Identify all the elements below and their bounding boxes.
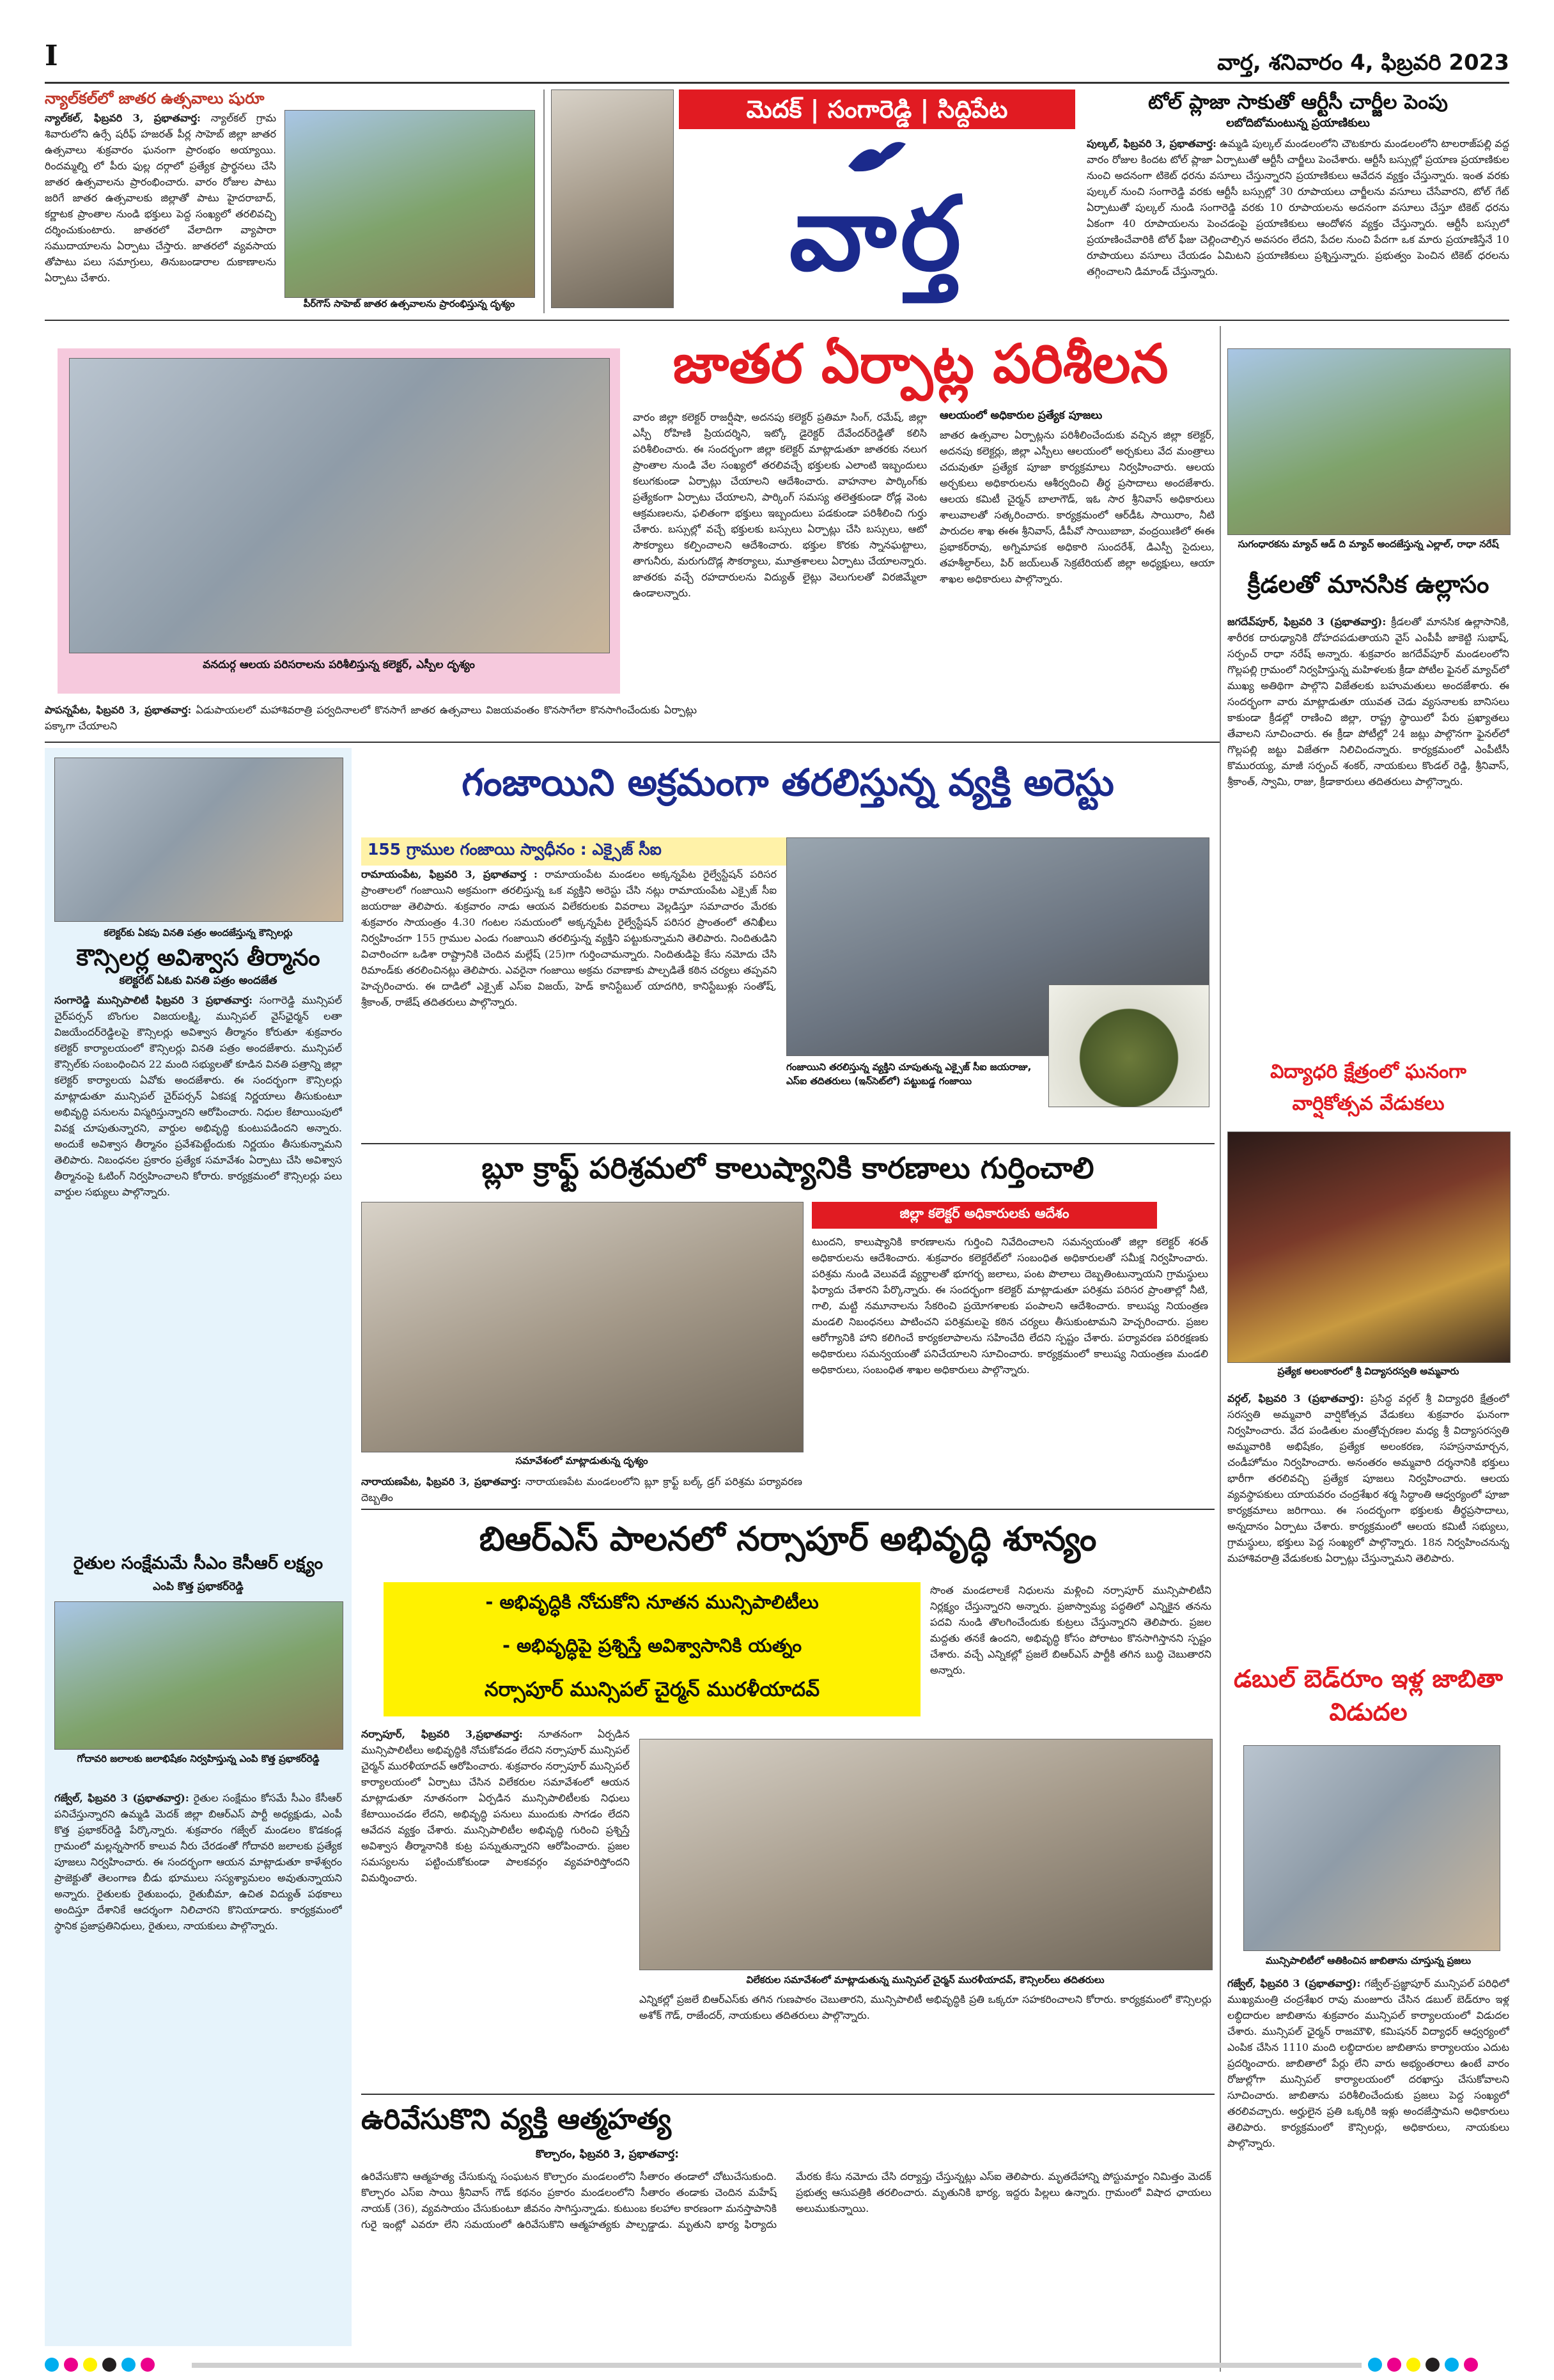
councillors-photo-caption: కలెక్టర్‌కు ఏకపు వినతి పత్రం అందజేస్తున్న కౌన్సిలర్లు [104,927,293,938]
toll-dateline: పుల్కల్, ఫిబ్రవరి 3, ప్రభాతవార్త: [1087,137,1216,150]
black-dot [1426,2358,1440,2372]
double-bedroom-photo-caption: మున్సిపాలిటీలో ఆతికించిన జాబితాను చూస్తున్న ప్రజలు [1265,1955,1472,1966]
yellow-dot [83,2358,97,2372]
vidyadhari-body [1227,1390,1509,1665]
bulk-drug-subhead: జిల్లా కలెక్టర్ అధికారులకు ఆదేశం [812,1202,1157,1229]
councillors-subhead: కలెక్టరేట్ ఏఓకు వినతి పత్రం అందజేత [119,974,277,987]
section-rule-5 [361,2094,1215,2095]
farmers-headline: రైతుల సంక్షేమమే సీఎం కెసీఆర్ లక్ష్యం [73,1553,323,1573]
councillors-photo [54,758,343,922]
nyalkal-body [45,110,276,302]
ganja-inset-photo [1048,984,1209,1107]
vidyadhari-photo-caption: ప్రత్యేక అలంకారంలో శ్రీ విద్యాసరస్వతి అమ్మవారు [1277,1365,1459,1377]
magenta-dot [1387,2358,1401,2372]
jathara-col3-head: ఆలయంలో అధికారుల ప్రత్యేక పూజలు [940,409,1103,422]
sports-photo [1227,348,1511,535]
ganja-headline: గంజాయిని అక్రమంగా తరలిస్తున్న వ్యక్తి అరెస్టు [462,761,1114,804]
narsapur-body-right: సొంత మండలాలకే నిధులను మళ్లించి నర్సాపూర్ మున్సిపాలిటీని నిర్లక్ష్యం చేస్తున్నారని అన్నారు. ప్రజాస్వామ్య పద్ధతిలో ఎన్నికైన తనను పదవి నుండి తొలగించేందుకు కుట్రలు చేస్తున్నారని తెలిపారు. ప్రజల మద్దతు తనకే ఉందని, అభివృద్ధి కోసం పోరాటం కొనసాగిస్తానని స్పష్టం చేశారు. వచ్చే ఎన్నికల్లో ప్రజలే బిఆర్ఎస్ పార్టీకి తగిన బుద్ధి చెబుతారని అన్నారు. [930,1584,1211,1676]
section-rule-2 [45,742,1220,743]
jathara-photo-caption: వనదుర్గ ఆలయ పరిసరాలను పరిశీలిస్తున్న కలెక్టర్, ఎస్పీల దృశ్యం [203,658,475,671]
jathara-photo [69,358,610,653]
masthead-region-band: మెదక్ | సంగారెడ్డి | సిద్దిపేట [679,89,1075,129]
magenta-dot [1464,2358,1478,2372]
cyan-dot [1368,2358,1382,2372]
ganja-body-text: రామాయంపేట మండలం అక్కన్నపేట రైల్వేస్టేషన్ పరిసర ప్రాంతాలలో గంజాయిని అక్రమంగా తరలిస్తున్న ఒక వ్యక్తిని అరెస్టు చేసి నట్లు రామాయంపేట ఎక్సైజ్ సీఐ జయరాజు తెలిపారు. శుక్రవారం నాడు ఆయన విలేకరులకు వివరాలు వెల్లడిస్తూ సమాచారం మేరకు శుక్రవారం సాయంత్రం 4.30 గంటల సమయంలో అక్కన్నపేట రైల్వేస్టేషన్ పరిసర ప్రాంతంలో తనిఖీలు నిర్వహించగా 155 గ్రాముల ఎండు గంజాయిని తరలిస్తున్న వ్యక్తిని పట్టుకున్నామని తెలిపారు. నిందితుడిని విచారించగా ఒడిశా రాష్ట్రానికి చెందిన మల్లేష్ (25)గా గుర్తించామన్నారు. నిందితుడిపై కేసు నమోదు చేసి రిమాండ్‌కు తరలించినట్లు తెలిపారు. ఎవరైనా గంజాయి అక్రమ రవాణాకు పాల్పడితే కఠిన చర్యలు తప్పవని హెచ్చరించారు. ఈ దాడిలో ఎక్సైజ్ ఎస్ఐ విజయ్, హెడ్ కానిస్టేబుల్ యాదగిరి, కానిస్టేబుళ్లు సంతోష్, శ్రీకాంత్, రాజేష్ తదితరులు పాల్గొన్నారు. [361,868,777,1008]
councillors-headline: కౌన్సిలర్ల అవిశ్వాస తీర్మానం [76,945,320,971]
narsapur-photo-caption: విలేకరుల సమావేశంలో మాట్లాడుతున్న మున్సిపల్ చైర్మన్ మురళీయాదవ్, కౌన్సిలర్‌లు తదితరులు [746,1974,1105,1986]
nyalkal-photo [284,110,535,298]
narsapur-body-left [361,1726,630,2084]
col-divider-right [1220,326,1221,2372]
masthead-building-photo [551,89,674,308]
narsapur-photo [639,1739,1213,1970]
jathara-lead [45,702,697,737]
bulk-drug-body: టుందని, కాలుష్యానికి కారణాలను గుర్తించి నివేదించాలని సమన్వయంతో జిల్లా కలెక్టర్ శరత్ అధికారులను ఆదేశించారు. శుక్రవారం కలెక్టరేట్‌లో సంబంధిత అధికారులతో సమీక్ష నిర్వహించారు. పరిశ్రమ నుండి వెలువడే వ్యర్థాలతో భూగర్భ జలాలు, పంట పొలాలు దెబ్బతింటున్నాయని గ్రామస్థులు ఫిర్యాదు చేశారని పేర్కొన్నారు. ఈ సందర్భంగా కలెక్టర్ మాట్లాడుతూ పరిశ్రమ పరిసర ప్రాంతాల్లో నీటి, గాలి, మట్టి నమూనాలను సేకరించి ప్రయోగశాలకు పంపాలని ఆదేశించారు. కాలుష్య నియంత్రణ మండలి నిబంధనలు పాటించని పరిశ్రమలపై కఠిన చర్యలు తీసుకుంటామని హెచ్చరించారు. ప్రజల ఆరోగ్యానికి హాని కలిగించే కార్యకలాపాలను సహించేది లేదని స్పష్టం చేశారు. పర్యావరణ పరిరక్షణకు అధికారులు సమన్వయంతో పనిచేయాలని సూచించారు. కార్యక్రమంలో కాలుష్య నియంత్రణ మండలి అధికారులు, సంబంధిత శాఖల అధికారులు పాల్గొన్నారు. [812,1236,1208,1376]
registration-marks-right [1368,2358,1483,2374]
vidyadhari-dateline: వర్గల్, ఫిబ్రవరి 3 (ప్రభాతవార్త): [1227,1392,1364,1404]
double-bedroom-body [1227,1975,1509,2333]
suicide-body: ఉరివేసుకొని ఆత్మహత్య చేసుకున్న సంఘటన కొల్చారం మండలంలోని సీతారం తండాలో చోటుచేసుకుంది. కొల్చారం ఎస్ఐ సాయి శ్రీనివాస్ గౌడ్ కథనం ప్రకారం మండలంలోని సీతారం తండాకు చెందిన మహేష్ నాయక్ (36), వ్యవసాయం చేసుకుంటూ జీవనం సాగిస్తున్నాడు. కుటుంబ కలహాల కారణంగా మనస్తాపానికి గురై ఇంట్లో ఎవరూ లేని సమయంలో ఉరివేసుకొని ఆత్మహత్యకు పాల్పడ్డాడు. మృతుని భార్య ఫిర్యాదు మేరకు కేసు నమోదు చేసి దర్యాప్తు చేస్తున్నట్లు ఎస్ఐ తెలిపారు. మృతదేహాన్ని పోస్టుమార్టం నిమిత్తం మెదక్ ప్రభుత్వ ఆసుపత్రికి తరలించారు. మృతునికి భార్య, ఇద్దరు పిల్లలు ఉన్నారు. గ్రామంలో విషాద ఛాయలు అలుముకున్నాయి. [361,2170,1211,2230]
toll-body-text: ఉమ్మడి పుల్కల్ మండలంలోని చౌటకూరు మండలంలోని టాలరాజ్‌పల్లి వద్ద వారం రోజుల కిందట టోల్ ప్లాజా ఏర్పాటుతో ఆర్టీసీ చార్జీలు పెంచేశారు. ఆర్టీసీ బస్సుల్లో ప్రయాణ ప్రయాణికుల నుంచి అదనంగా టికెట్ ధరను వసూలు చేస్తున్నారని ప్రయాణికులు ఆవేదన వ్యక్తం చేస్తున్నారు. ఇంత వరకు పుల్కల్ నుంచి సంగారెడ్డి వరకు ఆర్టీసీ బస్సుల్లో 30 రూపాయలు చార్జీలను వసూలు చేసేవారని, టోల్ గేట్ ఏర్పాటుతో పుల్కల్ నుండి సంగారెడ్డి వరకు 10 రూపాయలను అదనంగా వసూలు చేస్తూ టికెట్ ధరను ఏకంగా 40 రూపాయలను పెంచడంపై ప్రయాణికులు ఆందోళన వ్యక్తం చేస్తున్నారు. ఆర్టీసీ బస్సులో ప్రయాణించేవారికి టోల్ ఫీజు చెల్లించాల్సిన అవసరం లేదని, పేదల నుంచి పేదగా ఒక మారు ప్రయాణిస్తేనే 10 రూపాయలు వసూలు చేయడం ఏమిటని ప్రయాణికులు ప్రశ్నిస్తున్నారు. ప్రభుత్వం పెంచిన టికెట్ ధరలను తగ్గించాలని డిమాండ్ చేస్తున్నారు. [1087,137,1509,277]
vidyadhari-body-text: ప్రసిద్ధ వర్గల్ శ్రీ విద్యాధరి క్షేత్రంలో సరస్వతి అమ్మవారి వార్షికోత్సవ వేడుకలు శుక్రవారం ఘనంగా నిర్వహించారు. వేద పండితుల మంత్రోచ్చరణల మధ్య శ్రీ విద్యాసరస్వతి అమ్మవారికి అభిషేకం, ప్రత్యేక అలంకరణ, సహస్రనామార్చన, చండీహోమం నిర్వహించారు. అనంతరం అమ్మవారి దర్శనానికి భక్తులు భారీగా తరలివచ్చి ప్రత్యేక పూజలు నిర్వహించారు. ఆలయ వ్యవస్థాపకులు యాయవరం చంద్రశేఖర శర్మ సిద్ధాంతి ఆధ్వర్యంలో పూజా కార్యక్రమాలు జరిగాయి. ఈ సందర్భంగా భక్తులకు తీర్థప్రసాదాలు, అన్నదానం ఏర్పాటు చేశారు. కార్యక్రమంలో ఆలయ కమిటీ సభ్యులు, గ్రామస్థులు, భక్తులు పెద్ద సంఖ్యలో పాల్గొన్నారు. 18న నిర్వహించనున్న మహాశివరాత్రి వేడుకలకు ఏర్పాట్లు చేస్తున్నామని తెలిపారు. [1227,1392,1509,1564]
section-rule-1 [45,320,1509,321]
farmers-subhead: ఎంపి కొత్త ప్రభాకర్‌రెడ్డి [153,1580,244,1593]
col-divider [543,89,545,313]
double-bedroom-body-text: గజ్వేల్-ప్రజ్ఞాపూర్ మున్సిపల్ పరిధిలో ముఖ్యమంత్రి చంద్రశేఖర రావు మంజూరు చేసిన డబుల్ బెడ్‌రూం ఇళ్ల లబ్ధిదారుల జాబితాను శుక్రవారం మున్సిపల్ కార్యాలయంలో విడుదల చేశారు. మున్సిపల్ ఛైర్మన్ రాజమౌళి, కమిషనర్ విద్యాధర్ ఆధ్వర్యంలో ఎంపిక చేసిన 1110 మంది లబ్ధిదారుల జాబితాను కార్యాలయం ఎదుట ప్రదర్శించారు. జాబితాలో పేర్లు లేని వారు అభ్యంతరాలు ఉంటే వారం రోజుల్లోగా మున్సిపల్ కార్యాలయంలో దరఖాస్తు చేసుకోవాలని సూచించారు. జాబితాను పరిశీలించేందుకు ప్రజలు పెద్ద సంఖ్యలో తరలివచ్చారు. అర్హులైన ప్రతి ఒక్కరికి ఇళ్లు అందజేస్తామని అధికారులు తెలిపారు. కార్యక్రమంలో కౌన్సిలర్లు, అధికారులు, నాయకులు పాల్గొన్నారు. [1227,1977,1509,2149]
nyalkal-photo-caption: పీర్‌గౌస్ సాహెబ్ జాతర ఉత్సవాలను ప్రారంభిస్తున్న దృశ్యం [303,298,515,309]
bulk-drug-lead [361,1474,802,1509]
narsapur-body-left-text: నూతనంగా ఏర్పడిన మున్సిపాలిటీలు అభివృద్ధికి నోచుకోవడం లేదని నర్సాపూర్ మున్సిపల్ చైర్మన్ మురళీయాదవ్ ఆరోపించారు. శుక్రవారం నర్సాపూర్ మున్సిపల్ కార్యాలయంలో ఏర్పాటు చేసిన విలేకరుల సమావేశంలో ఆయన మాట్లాడుతూ నూతనంగా ఏర్పడిన మున్సిపాలిటీలకు నిధులు కేటాయించడం లేదని, అభివృద్ధి పనులు ముందుకు సాగడం లేదని ఆవేదన వ్యక్తం చేశారు. మున్సిపాలిటీల అభివృద్ధి గురించి ప్రశ్నిస్తే అవిశ్వాస తీర్మానానికి కుట్ర పన్నుతున్నారని ఆరోపించారు. ప్రజల సమస్యలను పట్టించుకోకుండా పాలకవర్గం వ్యవహరిస్తోందని విమర్శించారు. [361,1728,630,1884]
cyan-dot [121,2358,136,2372]
jathara-body-mid: వారం జిల్లా కలెక్టర్ రాజర్షీషా, అదనపు కలెక్టర్ ప్రతిమా సింగ్, రమేష్, జిల్లా ఎస్పీ రోహిణి ప్రియదర్శిని, ఇట్కో డైరెక్టర్ దేవేందర్‌రెడ్డితో కలిసి పరిశీలించారు. ఈ సందర్భంగా జిల్లా కలెక్టర్ మాట్లాడుతూ జాతరకు నలుగ ప్రాంతాల నుండి వేల సంఖ్యలో తరలివచ్చే భక్తులకు ఎలాంటి ఇబ్బందులు కలుగకుండా ఏర్పాట్లు చేయాలని ఆదేశించారు. వాహనాల పార్కింగ్‌కు ప్రత్యేకంగా ఏర్పాటు చేయాలని, పార్కింగ్ సమస్య తలెత్తకుండా రోడ్ల వెంట ఆక్రమణలను, ఫలితంగా భక్తులు ఇబ్బందులు పడకుండా పరిశీలించి గుర్తు చేశారు. బస్సుల్లో వచ్చే భక్తులకు బస్సులు ఏర్పాట్లు చేసి బస్సులు, ఆటో సౌకర్యాలు కల్పించాలని ఆదేశించారు. భక్తుల కొరకు స్నానఘట్టాలు, తాగునీరు, మరుగుదొడ్ల సౌకర్యాలు, మూత్రశాలలు ఏర్పాటు చేయాలన్నారు. జాతరకు వచ్చే రహదారులను విద్యుత్ లైట్లు వెలుగులతో విరజిమ్మేలా ఉండాలన్నారు. [633,411,927,599]
sports-photo-caption: సుగంధారకను మ్యాచ్ ఆడ్ ది మ్యాచ్ అందజేస్తున్న ఎల్లాల్, రాధా నరేష్ [1238,538,1499,550]
farmers-dateline: గజ్వేల్, ఫిబ్రవరి 3 (ప్రభాతవార్త): [54,1792,189,1804]
magenta-dot [141,2358,155,2372]
jathara-headline: జాతర ఏర్పాట్ల పరిశీలన [672,332,1169,395]
bulk-drug-photo-caption: సమావేశంలో మాట్లాడుతున్న దృశ్యం [515,1455,648,1466]
cyan-dot [1445,2358,1459,2372]
nyalkal-body-text: న్యాల్‌కల్ గ్రామ శివారులోని ఉర్సే షరీఫ్ హజరత్ పీర్ల సాహెబ్ జిల్లా జాతర ఉత్సవాలు శుక్రవారం ఘనంగా ప్రారంభం అయ్యాయి. రిందమ్మల్ని లో పీరు ఫుల్ల దర్గాలో ప్రత్యేక ప్రార్థనలు చేసి జాతర ఉత్సవాలను ప్రారంభించారు. వారం రోజుల పాటు జరిగే జాతర ఉత్సవాలకు జిల్లాతో పాటు హైదరాబాద్, కర్ణాటక ప్రాంతాల నుండి భక్తులు పెద్ద సంఖ్యలో తరలివచ్చి దర్శించుకుంటారు. జాతరలో వేలాదిగా వ్యాపారా సముదాయాలను ఏర్పాటు చేస్తారు. జాతరలో వ్యవసాయ తోపాటు పలు సమాగ్రులు, తినుబండారాల దుకాణాలను ఏర్పాటు చేశారు. [45,112,276,284]
toll-body [1087,136,1509,306]
narsapur-headline: బిఆర్ఎస్ పాలనలో నర్సాపూర్ అభివృద్ధి శూన్యం [479,1520,1097,1559]
cyan-dot [45,2358,59,2372]
ganja-photo-caption: గంజాయిని తరలిస్తున్న వ్యక్తిని చూపుతున్న ఎక్సైజ్ సీఐ జయరాజు, ఎస్ఐ తదితరులు (ఇన్‌సెట్‌లో) పట్టుబడ్డ గంజాయి [786,1061,1032,1087]
jathara-lead-text: ఏడుపాయలలో మహాశివరాత్రి పర్వదినాలలో కొనసాగే జాతర ఉత్సవాలు విజయవంతం కొనసాగేలా కొనసాగించేందుకు ఏర్పాట్లు పక్కాగా చేయాలని [45,704,697,732]
narsapur-bullet-1: - అభివృద్ధికి నోచుకోని నూతన మున్సిపాలిటీలు [485,1591,819,1613]
page-number: I [45,40,58,72]
vidyadhari-headline: విద్యాధరి క్షేత్రంలో ఘనంగా వార్షికోత్సవ వేడుకలు [1270,1061,1466,1115]
masthead-logo-text: వార్త [789,174,965,293]
double-bedroom-photo [1243,1745,1500,1951]
sports-body [1227,614,1509,1055]
section-rule-3 [361,1143,1215,1144]
narsapur-bullet-box [384,1582,921,1716]
jathara-body-right: జాతర ఉత్సవాల ఏర్పాట్లను పరిశీలించేందుకు వచ్చిన జిల్లా కలెక్టర్, అదనపు కలెక్టర్లు, జిల్లా ఎస్పీలు ఆలయంలో అర్చకులు వేద మంత్రాలు చదువుతూ ప్రత్యేక పూజా కార్యక్రమాలు నిర్వహించారు. ఆలయ అర్చకులు అధికారులను ఆశీర్వదించి తీర్థ ప్రసాదాలు అందజేశారు. ఆలయ కమిటీ చైర్మన్ బాలాగౌడ్, ఇఓ సార శ్రీనివాస్ అధికారులు శాలువాలతో సత్కరించారు. కార్యక్రమంలో ఆర్‌డీఓ సాయిరాం, నీటి పారుదల శాఖ ఈఈ శ్రీనివాస్, డీపీవో సాయిబాబా, వంద్రయిణిలో ఈఈ ప్రభాకర్‌రావు, అగ్నిమాపక అధికారి సుందరేశ్, డిఎస్పీ సైదులు, తహశీల్దార్‌లు, పిర్ జయ్‌లుత్ సెక్రటేరియట్ జిల్లా అధ్యక్షులు, ఆయా శాఖల అధికారులు పాల్గొన్నారు. [940,429,1215,585]
toll-headline: టోల్ ప్లాజా సాకుతో ఆర్టీసీ చార్జీల పెంపు [1148,91,1448,114]
narsapur-body-bottom: ఎన్నికల్లో ప్రజలే బిఆర్ఎస్‌కు తగిన గుణపాఠం చెబుతారని, మున్సిపాలిటీ అభివృద్ధికి ప్రతి ఒక్కరూ సహకరించాలని కోరారు. కార్యక్రమంలో కౌన్సిలర్లు అశోక్ గౌడ్, రాజేందర్, నాయకులు తదితరులు పాల్గొన్నారు. [639,1993,1211,2021]
magenta-dot [64,2358,78,2372]
ganja-subhead: 155 గ్రాముల గంజాయి స్వాధీనం : ఎక్సైజ్ సీఐ [361,837,789,866]
councillors-body [54,992,342,1545]
bottom-bar [192,2363,1362,2368]
bulk-drug-lead-text: నారాయణపేట మండలంలోని బ్లూ క్రాఫ్ట్ బల్క్ డ్రగ్ పరిశ్రమ పర్యావరణ దెబ్బతిం [361,1475,802,1504]
sports-headline: క్రీడలతో మానసిక ఉల్లాసం [1247,570,1489,598]
suicide-headline: ఉరివేసుకొని వ్యక్తి ఆత్మహత్య [361,2103,672,2136]
sports-dateline: జగదేవ్‌పూర్, ఫిబ్రవరి 3 (ప్రభాతవార్త): [1227,616,1387,628]
narsapur-dateline: నర్సాపూర్, ఫిబ్రవరి 3,ప్రభాతవార్త: [361,1728,523,1740]
sports-body-text: క్రీడలతో మానసిక ఉల్లాసానికి, శారీరక దారుఢ్యానికి దోహదపడుతాయని వైస్ ఎంపీపీ జాకెట్టి సుభాష్, సర్పంచ్ రాధా నరేష్ అన్నారు. శుక్రవారం జగదేవ్‌పూర్ మండలంలోని గొల్లపల్లి గ్రామంలో నిర్వహిస్తున్న మహిళలకు క్రీడా పోటీల ఫైనల్ మ్యాచ్‌లో ముఖ్య అతిథిగా పాల్గొని విజేతలకు బహుమతులు అందజేశారు. ఈ సందర్భంగా వారు మాట్లాడుతూ యువత చెడు వ్యసనాలకు బానిసలు కాకుండా క్రీడల్లో రాణించి జిల్లా, రాష్ట్ర స్థాయిలో పేరు ప్రఖ్యాతలు తేవాలని సూచించారు. ఈ క్రీడా పోటీల్లో 24 జట్లు పాల్గొనగా ఫైనల్‌లో గొల్లపల్లి జట్టు విజేతగా నిలిచిందన్నారు. కార్యక్రమంలో ఎంపీటీసీ కొమురయ్య, మాజీ సర్పంచ్ శంకర్, నాయకులు కొండల్ రెడ్డి, శ్రీనివాస్, శ్రీకాంత్, స్వామి, రాజు, క్రీడాకారులు తదితరులు పాల్గొన్నారు. [1227,616,1509,788]
double-bedroom-dateline: గజ్వేల్, ఫిబ్రవరి 3 (ప్రభాతవార్త): [1227,1977,1361,1989]
farmers-photo-caption: గోదావరి జలాలకు జలాభిషేకం నిర్వహిస్తున్న ఎంపి కొత్త ప్రభాకర్‌రెడ్డి [77,1753,320,1764]
masthead-logo [679,132,1075,307]
farmers-body-text: రైతుల సంక్షేమం కోసమే సీఎం కేసీఆర్ పనిచేస్తున్నారని ఉమ్మడి మెదక్ జిల్లా బిఆర్ఎస్ పార్టీ అధ్యక్షుడు, ఎంపీ కొత్త ప్రభాకర్‌రెడ్డి పేర్కొన్నారు. శుక్రవారం గజ్వేల్ మండలం కొడకండ్ల గ్రామంలో మల్లన్నసాగర్ కాలువ నీరు చేరడంతో గోదావరి జలాలకు ప్రత్యేక పూజలు నిర్వహించారు. ఈ సందర్భంగా ఆయన మాట్లాడుతూ కాళేశ్వరం ప్రాజెక్టుతో తెలంగాణ బీడు భూములు సస్యశ్యామలం అవుతున్నాయని అన్నారు. రైతులకు రైతుబంధు, రైతుబీమా, ఉచిత విద్యుత్ పథకాలు అందిస్తూ దేశానికే ఆదర్శంగా నిలిచారని కొనియాడారు. కార్యక్రమంలో స్థానిక ప్రజాప్రతినిధులు, రైతులు, నాయకులు పాల్గొన్నారు. [54,1792,342,1932]
nyalkal-headline: న్యాల్‌కల్‌లో జాతర ఉత్సవాలు షురూ [45,89,265,107]
black-dot [102,2358,116,2372]
masthead [551,89,1075,307]
narsapur-bullet-2: - అభివృద్ధిపై ప్రశ్నిస్తే అవిశ్వాసానికి యత్నం [502,1635,802,1656]
farmers-photo [54,1601,343,1750]
councillors-dateline: సంగారెడ్డి మున్సిపాలిటీ ఫిబ్రవరి 3 ప్రభాతవార్త: [54,994,253,1006]
registration-marks-left [45,2358,160,2374]
section-rule-4 [361,1509,1215,1510]
bulk-drug-headline: బ్లూ క్రాఫ్ట్ పరిశ్రమలో కాలుష్యానికి కారణాలు గుర్తించాలి [481,1151,1094,1185]
toll-subhead: లబోదిబోమంటున్న ప్రయాణికులు [1226,116,1370,130]
suicide-dateline: కొల్చారం, ఫిబ్రవరి 3, ప్రభాతవార్త: [535,2148,679,2161]
ganja-dateline: రామాయంపేట, ఫిబ్రవరి 3, ప్రభాతవార్త : [361,868,538,880]
masthead-date: వార్త, శనివారం 4, ఫిబ్రవరి 2023 [1217,50,1509,75]
bulk-drug-photo [361,1202,804,1452]
jathara-dateline: పాపన్నపేట, ఫిబ్రవరి 3, ప్రభాతవార్త: [45,704,192,716]
double-bedroom-headline: డబుల్ బెడ్‌రూం ఇళ్ల జాబితా విడుదల [1233,1665,1503,1726]
vidyadhari-photo [1227,1132,1511,1363]
nyalkal-dateline: న్యాల్‌కల్, ఫిబ్రవరి 3, ప్రభాతవార్త: [45,112,201,124]
narsapur-bullet-3: నర్సాపూర్ మున్సిపల్ చైర్మన్ మురళీయాదవ్ [484,1678,820,1701]
ganja-body [361,866,777,1096]
councillors-body-text: సంగారెడ్డి మున్సిపల్ చైర్‌పర్సన్ బొంగుల విజయలక్ష్మి, మున్సిపల్ వైస్‌ఛైర్మన్ లతా విజయేందర్‌రెడ్డిలపై కౌన్సిలర్లు అవిశ్వాస తీర్మానం కోరుతూ శుక్రవారం కలెక్టర్ కార్యాలయంలో కౌన్సిలర్లు వినతి పత్రం అందజేశారు. మున్సిపల్ కౌన్సిల్‌కు సంబంధించిన 22 మంది సభ్యులతో కూడిన వినతి పత్రాన్ని జిల్లా కలెక్టర్ కార్యాలయ ఏవోకు అందజేశారు. ఈ సందర్భంగా కౌన్సిలర్లు మాట్లాడుతూ మున్సిపల్ చైర్‌పర్సన్ ఏకపక్ష నిర్ణయాలు తీసుకుంటూ అభివృద్ధి పనులను విస్మరిస్తున్నారని ఆరోపించారు. నిధుల కేటాయింపులో వివక్ష చూపుతున్నారని, వార్డుల అభివృద్ధి కుంటుపడిందని అన్నారు. అందుకే అవిశ్వాస తీర్మానం ప్రవేశపెట్టేందుకు నిర్ణయం తీసుకున్నామని తెలిపారు. నిబంధనల ప్రకారం ప్రత్యేక సమావేశం ఏర్పాటు చేసి అవిశ్వాస తీర్మానంపై ఓటింగ్ నిర్వహించాలని కోరారు. కార్యక్రమంలో కౌన్సిలర్లు పలు వార్డుల సభ్యులు పాల్గొన్నారు. [54,994,342,1198]
farmers-body [54,1790,342,2340]
yellow-dot [1406,2358,1420,2372]
bulk-drug-dateline: నారాయణపేట, ఫిబ్రవరి 3, ప్రభాతవార్త: [361,1475,522,1488]
top-rule [45,82,1509,84]
